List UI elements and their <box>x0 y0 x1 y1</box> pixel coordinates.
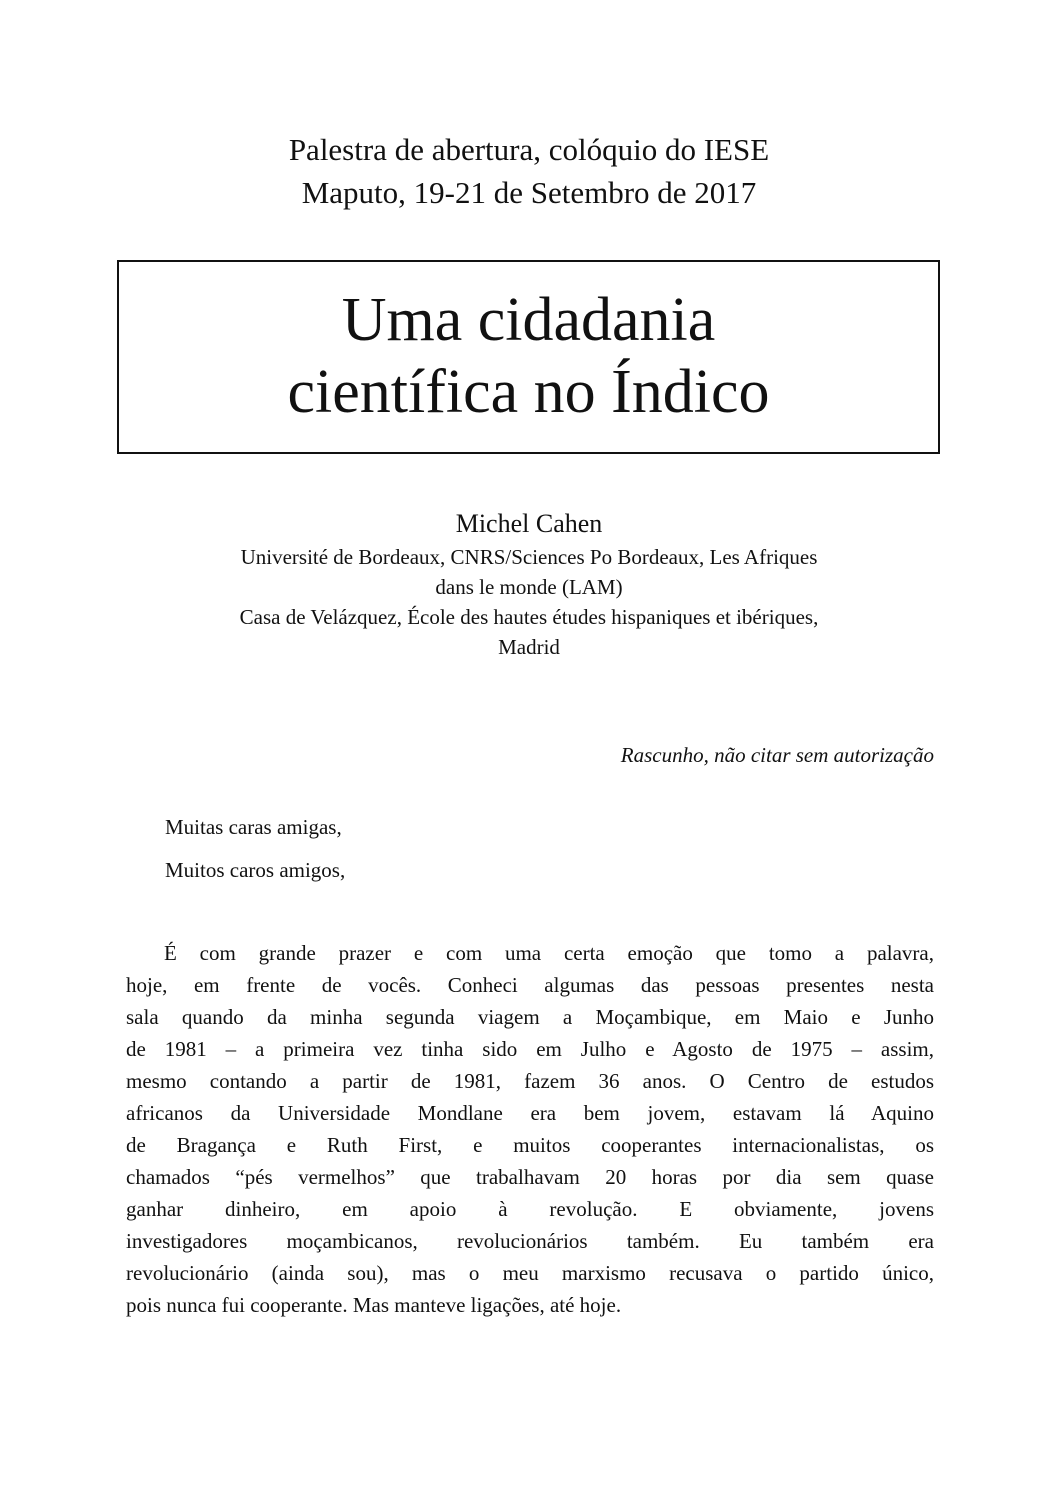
body-line: investigadores moçambicanos, revolucionários também. Eu também era <box>126 1229 934 1253</box>
event-title-line: Palestra de abertura, colóquio do IESE <box>288 132 770 167</box>
body-line: mesmo contando a partir de 1981, fazem 36 anos. O Centro de estudos <box>126 1069 934 1093</box>
body-line: de 1981 – a primeira vez tinha sido em Julho e Agosto de 1975 – assim, <box>126 1037 934 1061</box>
body-line: de Bragança e Ruth First, e muitos cooperantes internacionalistas, os <box>126 1133 934 1157</box>
affiliation-1-line-1: Université de Bordeaux, CNRS/Sciences Po Bordeaux, Les Afriques <box>240 545 818 569</box>
event-date-line: Maputo, 19-21 de Setembro de 2017 <box>301 175 757 210</box>
affiliation-2-line-1: Casa de Velázquez, École des hautes études hispaniques et ibériques, <box>239 605 819 629</box>
title-line-1: Uma cidadania <box>341 286 716 354</box>
salutation-2: Muitos caros amigos, <box>165 858 346 882</box>
body-line: É com grande prazer e com uma certa emoção que tomo a palavra, <box>164 941 934 965</box>
author-name: Michel Cahen <box>455 509 603 538</box>
body-line: revolucionário (ainda sou), mas o meu marxismo recusava o partido único, <box>126 1261 934 1285</box>
body-paragraph <box>126 937 934 1321</box>
body-line: chamados “pés vermelhos” que trabalhavam 20 horas por dia sem quase <box>126 1165 934 1189</box>
body-line: africanos da Universidade Mondlane era bem jovem, estavam lá Aquino <box>126 1101 934 1125</box>
body-line: sala quando da minha segunda viagem a Moçambique, em Maio e Junho <box>126 1005 934 1029</box>
salutation-1: Muitas caras amigas, <box>165 815 342 839</box>
affiliation-2-line-2: Madrid <box>498 635 560 659</box>
draft-note: Rascunho, não citar sem autorização <box>620 743 934 767</box>
author-block <box>120 506 938 662</box>
body-line: pois nunca fui cooperante. Mas manteve ligações, até hoje. <box>126 1293 622 1317</box>
affiliation-1-line-2: dans le monde (LAM) <box>435 575 623 599</box>
event-header <box>0 128 1058 214</box>
body-line: hoje, em frente de vocês. Conheci algumas das pessoas presentes nesta <box>126 973 934 997</box>
title-box <box>117 260 940 454</box>
title-line-2: científica no Índico <box>287 358 770 426</box>
body-line: ganhar dinheiro, em apoio à revolução. E obviamente, jovens <box>126 1197 934 1221</box>
